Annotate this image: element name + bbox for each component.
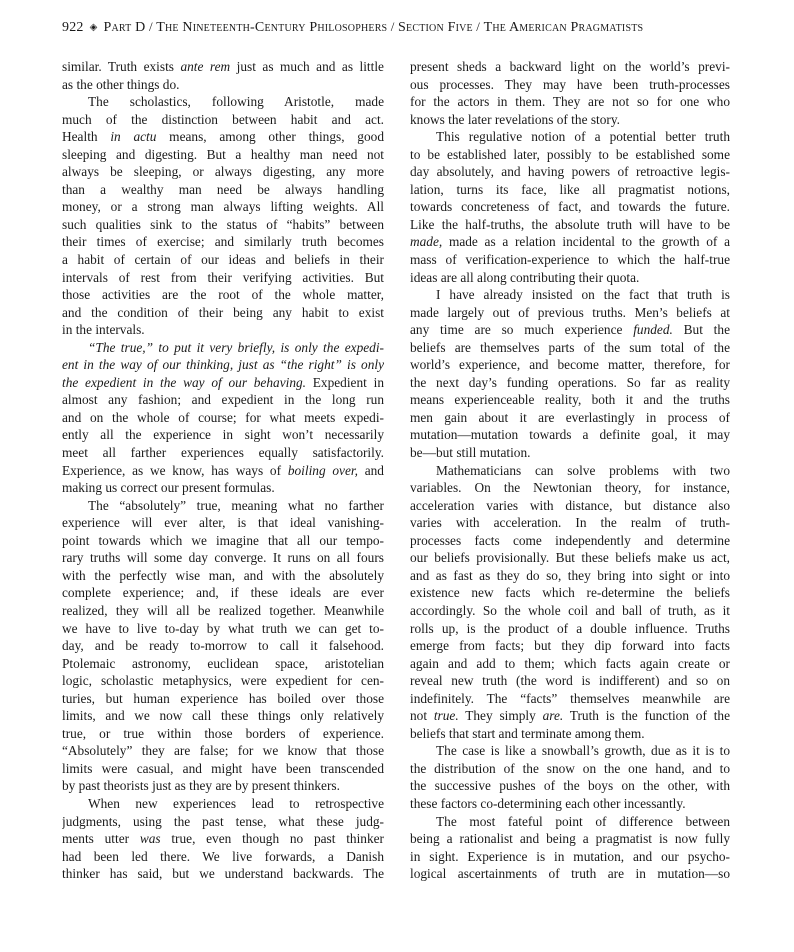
- text-line: The most fateful point of difference between: [436, 813, 730, 829]
- text-line: for the actors in them. They are not so for one who: [410, 94, 730, 110]
- text-line: knows the later revelations of the story.: [410, 111, 620, 127]
- text-line: ently all the experience in sight won’t necessarily: [62, 427, 384, 443]
- text-line: towards concreteness of fact, and towards the future.: [410, 199, 730, 215]
- text-line: point towards which we imagine that all our tempo-: [62, 532, 384, 548]
- text-line: variables. On the Newtonian theory, for instance,: [410, 480, 730, 496]
- text-line: means experienceable reality, both it and the truths: [410, 392, 730, 408]
- text-line: with the perfectly wise man, and with the absolutely: [62, 567, 384, 583]
- part-label: Part D: [103, 20, 146, 35]
- text-line: mass of verification-experience to which the half-true: [410, 252, 730, 268]
- text-line: similar. Truth exists ante rem just as much and as little: [62, 59, 384, 74]
- text-line: judgments, using the past tense, what these judg-: [62, 813, 384, 829]
- diamond-bullet-icon: ◈: [89, 22, 98, 33]
- text-line: the successive pushes of the boys on the other, with: [410, 778, 730, 794]
- text-line: Experience, as we know, has ways of boiling over, and: [62, 462, 384, 478]
- text-line: much of the distinction between habit and act.: [62, 111, 384, 127]
- text-line: almost any fashion; and expedient in the long run: [62, 392, 384, 408]
- text-line: rary truths will some day converge. It runs on all fours: [62, 550, 384, 566]
- text-line: in sight. Experience is in mutation, and our psycho-: [410, 848, 730, 864]
- text-line: the expedient in the way of our behaving. Expedient in: [62, 374, 384, 390]
- text-line: I have already insisted on the fact that truth is: [436, 287, 730, 303]
- text-line: “The true,” to put it very briefly, is only the expedi-: [88, 339, 384, 355]
- text-line: had been led there. We live forwards, a Danish: [62, 848, 384, 864]
- text-line: to be established later, possibly to be established some: [410, 146, 730, 162]
- text-line: than a wealthy man need be always handling: [62, 181, 384, 197]
- text-line: ments utter was true, even though no past thinker: [62, 831, 384, 847]
- text-line: again and add to them; which facts again create or: [410, 655, 730, 671]
- text-line: thinker has said, but we understand backwards. The: [62, 866, 384, 882]
- text-line: ideas are all along contributing their quota.: [410, 269, 640, 285]
- text-line: present sheds a backward light on the world’s previ-: [410, 59, 730, 74]
- text-line: complete experience; and, if these ideals are ever: [62, 585, 384, 601]
- text-line: turies, but human experience has boiled over those: [62, 690, 384, 706]
- text-line: beliefs that start and terminate among them.: [410, 725, 645, 741]
- text-line: the distribution of the snow on the one hand, and to: [410, 760, 730, 776]
- text-line: indefinitely. The “facts” themselves meanwhile are: [410, 690, 730, 706]
- header-separator: /: [476, 19, 481, 34]
- text-line: a habit of certain of our ideas and beliefs in their: [62, 252, 384, 268]
- text-line: lation, turns its face, like all pragmatist notions,: [410, 181, 730, 197]
- right-text-column: [410, 58, 730, 883]
- text-line: realized, they will all be realized together. Meanwhile: [62, 602, 384, 618]
- text-line: making us correct our present formulas.: [62, 480, 275, 496]
- text-line: acceleration varies with distance, but distance also: [410, 497, 730, 513]
- text-line: made largely out of previous truths. Men’s beliefs at: [410, 304, 730, 320]
- text-line: ous processes. They may have been truth-processes: [410, 76, 730, 92]
- text-line: mutation—mutation towards a definite goal, it may: [410, 427, 730, 443]
- text-line: “Absolutely” they are false; for we know that those: [62, 743, 384, 759]
- text-line: meet all farther experiences equally satisfactorily.: [62, 445, 384, 461]
- text-line: rolls up, is the product of a double influence. Truths: [410, 620, 730, 636]
- text-line: and as fast as they do so, they bring into sight or into: [410, 567, 730, 583]
- text-line: true, or true within those borders of experience.: [62, 725, 384, 741]
- header-separator: /: [390, 19, 395, 34]
- text-line: Health in actu means, among other things, good: [62, 129, 384, 145]
- section-label: Section Five: [398, 20, 473, 35]
- text-line: When new experiences lead to retrospective: [88, 795, 384, 811]
- text-line: existence new facts which re-determine the beliefs: [410, 585, 730, 601]
- text-line: those activities are the root of the whole matter,: [62, 287, 384, 303]
- text-line: sleeping and digesting. But a healthy man need not: [62, 146, 384, 162]
- text-line: their times of exercise; and similarly truth becomes: [62, 234, 384, 250]
- text-line: limits, and we now call these things only relatively: [62, 708, 384, 724]
- text-line: made, made as a relation incidental to the growth of a: [410, 234, 730, 250]
- text-line: day, and be ready to-morrow to call it falsehood.: [62, 638, 384, 654]
- text-line: The scholastics, following Aristotle, made: [88, 94, 384, 110]
- text-line: in the intervals.: [62, 322, 145, 338]
- subsection-label: The American Pragmatists: [483, 20, 644, 35]
- running-header: [62, 19, 742, 36]
- text-line: be—but still mutation.: [410, 445, 531, 461]
- text-line: Mathematicians can solve problems with two: [436, 462, 730, 478]
- text-line: such qualities sink to the status of “habits” between: [62, 216, 384, 232]
- text-line: day absolutely, and having powers of retroactive legis-: [410, 164, 730, 180]
- book-title: The Nineteenth-Century Philosophers: [156, 20, 388, 35]
- text-line: varies with acceleration. In the realm of truth-: [410, 515, 730, 531]
- text-line: any time are so much experience funded. But the: [410, 322, 730, 338]
- text-line: The case is like a snowball’s growth, due as it is to: [436, 743, 730, 759]
- text-line: world’s experience, and become matter, therefore, for: [410, 357, 730, 373]
- text-line: logic, scholastic metaphysics, were expedient for cen-: [62, 673, 384, 689]
- text-line: as the other things do.: [62, 76, 180, 92]
- text-line: accordingly. So the whole coil and ball of truth, as it: [410, 602, 730, 618]
- text-line: logical ascertainments of truth are in mutation—so: [410, 866, 730, 882]
- text-line: emerge from facts; but they dip forward into facts: [410, 638, 730, 654]
- text-line: The “absolutely” true, meaning what no farther: [88, 497, 384, 513]
- text-line: the next day’s funding operations. So far as reality: [410, 374, 730, 390]
- text-line: these factors co-determining each other incessantly.: [410, 795, 686, 811]
- text-line: by past theorists just as they are by present thinkers.: [62, 778, 340, 794]
- text-line: This regulative notion of a potential better truth: [436, 129, 730, 145]
- text-line: men gain about it are everlastingly in process of: [410, 409, 730, 425]
- text-line: ent in the way of our thinking, just as “the right” is only: [62, 357, 384, 373]
- left-text-column: [62, 58, 384, 883]
- page-number: 922: [62, 20, 84, 35]
- text-line: being a rationalist and being a pragmatist is now fully: [410, 831, 730, 847]
- text-line: not true. They simply are. Truth is the function of the: [410, 708, 730, 724]
- text-line: limits were casual, and might have been transcended: [62, 760, 384, 776]
- text-line: beliefs are themselves parts of the sum total of the: [410, 339, 730, 355]
- text-line: Like the half-truths, the absolute truth will have to be: [410, 216, 730, 232]
- text-line: processes facts come independently and determine: [410, 532, 730, 548]
- text-line: and the condition of their being any habit to exist: [62, 304, 384, 320]
- text-line: experience will ever alter, is that ideal vanishing-: [62, 515, 384, 531]
- header-separator: /: [148, 19, 153, 34]
- text-line: we have to live to-day by what truth we can get to-: [62, 620, 384, 636]
- text-line: always be sleeping, or always digesting, any more: [62, 164, 384, 180]
- text-line: intervals of rest from their verifying activities. But: [62, 269, 384, 285]
- text-line: reveal new truth (the word is indifferent) and so on: [410, 673, 730, 689]
- text-line: money, or a strong man always lifting weights. All: [62, 199, 384, 215]
- text-line: our beliefs provisionally. But these beliefs make us act,: [410, 550, 730, 566]
- text-line: and on the whole of course; for what meets expedi-: [62, 409, 384, 425]
- text-line: Ptolemaic astronomy, euclidean space, aristotelian: [62, 655, 384, 671]
